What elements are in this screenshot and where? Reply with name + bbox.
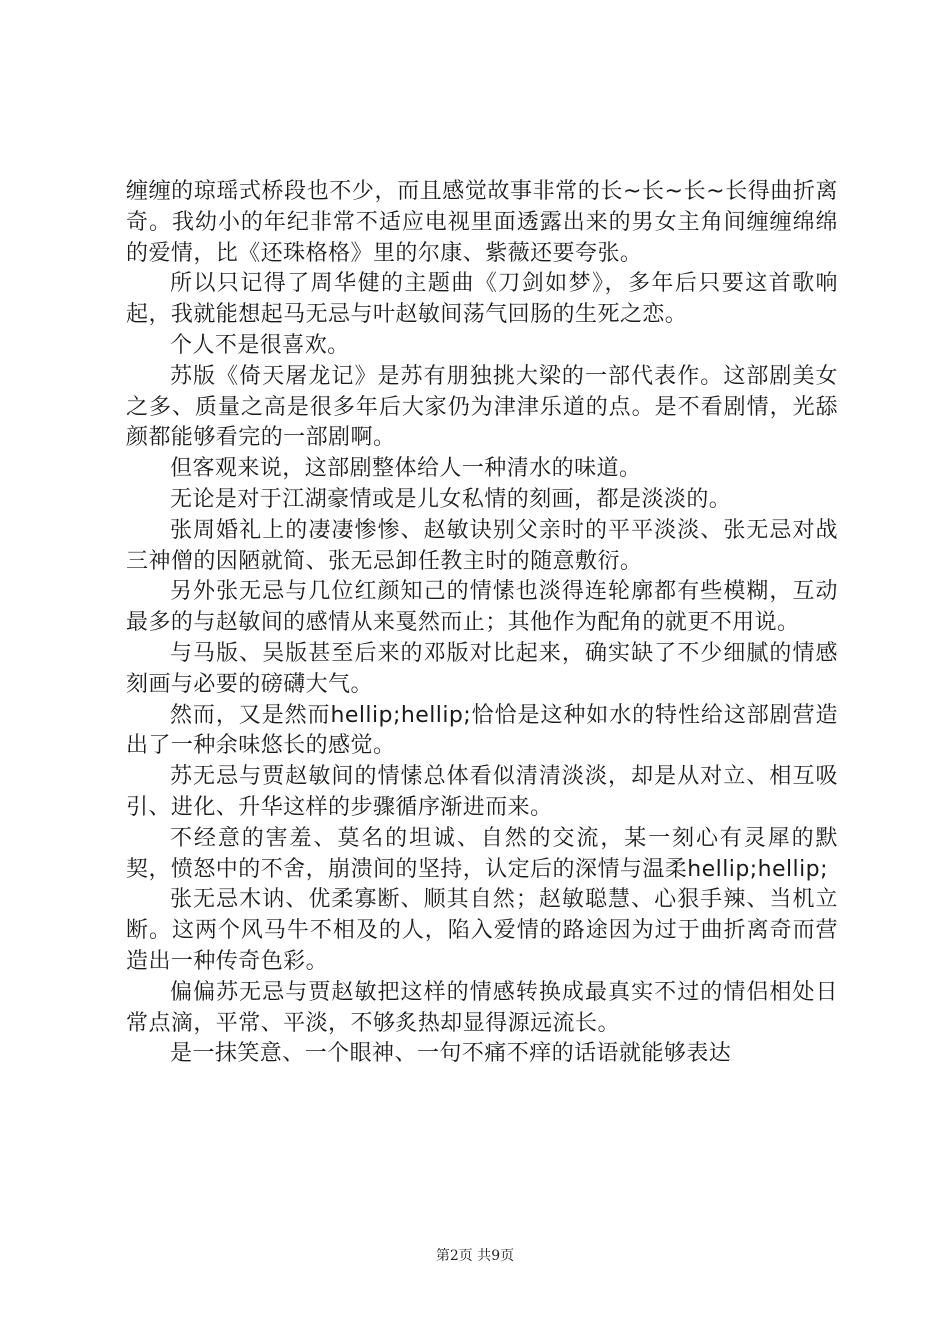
paragraph-1: 缠缠的琼瑶式桥段也不少，而且感觉故事非常的长~长~长~长得曲折离奇。我幼小的年纪非常不适应电视里面透露出来的男女主角间缠缠绵绵的爱情，比《还珠格格》里的尔康、紫薇还要夸张。 <box>126 179 838 266</box>
paragraph-5: 但客观来说，这部剧整体给人一种清水的味道。 <box>170 456 642 482</box>
paragraph-10: 然而，又是然而hellip;hellip;恰恰是这种如水的特性给这部剧营造出了一种余味悠长的感觉。 <box>126 702 838 759</box>
paragraph-8: 另外张无忌与几位红颜知己的情愫也淡得连轮廓都有些模糊，互动最多的与赵敏间的感情从来戛然而止；其他作为配角的就更不用说。 <box>126 579 838 636</box>
page-number-footer: 第2页 共9页 <box>435 1248 515 1264</box>
paragraph-15: 是一抹笑意、一个眼神、一句不痛不痒的话语就能够表达 <box>170 1041 732 1067</box>
paragraph-7: 张周婚礼上的凄凄惨惨、赵敏诀别父亲时的平平淡淡、张无忌对战三神僧的因陋就简、张无忌卸任教主时的随意敷衍。 <box>126 517 838 574</box>
paragraph-3: 个人不是很喜欢。 <box>170 332 350 358</box>
paragraph-4: 苏版《倚天屠龙记》是苏有朋独挑大梁的一部代表作。这部剧美女之多、质量之高是很多年后大家仍为津津乐道的点。是不看剧情，光舔颜都能够看完的一部剧啊。 <box>126 363 838 451</box>
paragraph-14: 偏偏苏无忌与贾赵敏把这样的情感转换成最真实不过的情侣相处日常点滴，平常、平淡，不够炙热却显得源远流长。 <box>126 979 838 1036</box>
paragraph-2: 所以只记得了周华健的主题曲《刀剑如梦》，多年后只要这首歌响起，我就能想起马无忌与叶赵敏间荡气回肠的生死之恋。 <box>126 271 838 328</box>
paragraph-13: 张无忌木讷、优柔寡断、顺其自然；赵敏聪慧、心狠手辣、当机立断。这两个风马牛不相及的人，陷入爱情的路途因为过于曲折离奇而营造出一种传奇色彩。 <box>126 887 838 974</box>
paragraph-11: 苏无忌与贾赵敏间的情愫总体看似清清淡淡，却是从对立、相互吸引、进化、升华这样的步骤循序渐进而来。 <box>126 764 838 820</box>
paragraph-12: 不经意的害羞、莫名的坦诚、自然的交流，某一刻心有灵犀的默契，愤怒中的不舍，崩溃间的坚持，认定后的深情与温柔hellip;hellip; <box>126 825 838 882</box>
paragraph-6: 无论是对于江湖豪情或是儿女私情的刻画，都是淡淡的。 <box>170 486 732 512</box>
document-body <box>126 177 838 1070</box>
paragraph-9: 与马版、吴版甚至后来的邓版对比起来，确实缺了不少细腻的情感刻画与必要的磅礴大气。 <box>126 640 838 697</box>
